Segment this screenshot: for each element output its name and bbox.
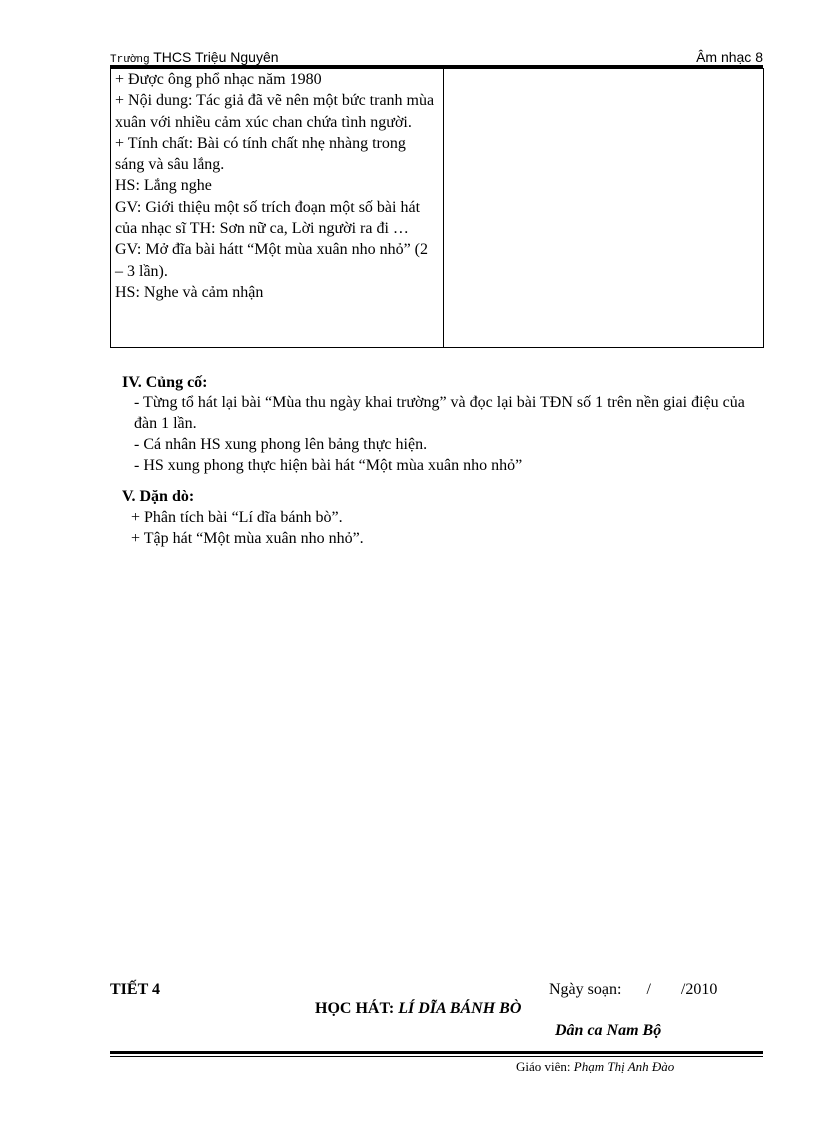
- activity-line: + Nội dung: Tác giả đã vẽ nên một bức tranh mùa xuân với nhiều cảm xúc chan chứa tình người.: [115, 92, 435, 131]
- section-4-title: IV. Củng cố:: [122, 374, 208, 391]
- activity-line: + Tính chất: Bài có tính chất nhẹ nhàng trong sáng và sâu lắng.: [115, 134, 406, 174]
- teacher-label: Giáo viên:: [516, 1059, 571, 1074]
- song-origin: Dân ca Nam Bộ: [555, 1022, 662, 1039]
- date-year: /2010: [680, 981, 718, 998]
- page-header: [110, 49, 763, 67]
- activity-right-cell: [444, 69, 764, 348]
- teacher-name: Phạm Thị Anh Đào: [573, 1059, 675, 1074]
- teacher-credit: [516, 1059, 674, 1075]
- activity-line: HS: Nghe và cảm nhận: [115, 283, 264, 301]
- activity-left-cell: [111, 69, 444, 348]
- date-label: Ngày soạn:: [549, 981, 622, 998]
- school-name: Trường THCS Triệu Nguyên: [110, 49, 279, 66]
- subject-label: Âm nhạc 8: [696, 49, 763, 65]
- lesson-title-prefix: HỌC HÁT:: [315, 1000, 395, 1017]
- activity-line: GV: Mở đĩa bài hátt “Một mùa xuân nho nhỏ” (2 – 3 lần).: [115, 241, 428, 280]
- period-label: TIẾT 4: [110, 981, 160, 998]
- section-4-item: - HS xung phong thực hiện bài hát “Một mùa xuân nho nhỏ”: [134, 457, 523, 474]
- date-line: [549, 981, 717, 999]
- song-name: LÍ DĨA BÁNH BÒ: [398, 1000, 522, 1017]
- footer-divider-thin: [110, 1056, 763, 1057]
- activity-line: GV: Giới thiệu một số trích đoạn một số bài hát của nhạc sĩ TH: Sơn nữ ca, Lời người ra đi …: [115, 198, 421, 238]
- section-5-item: + Tập hát “Một mùa xuân nho nhỏ”.: [131, 530, 364, 547]
- section-4-body: [110, 392, 760, 476]
- section-4-item: - Cá nhân HS xung phong lên bảng thực hiện.: [134, 436, 428, 453]
- footer-divider-thick: [110, 1051, 763, 1054]
- date-slash: /: [646, 981, 651, 998]
- section-5-item: + Phân tích bài “Lí dĩa bánh bò”.: [131, 509, 343, 526]
- activity-table: [110, 68, 764, 348]
- section-4-item: - Từng tổ hát lại bài “Mùa thu ngày khai trường” và đọc lại bài TĐN số 1 trên nền giai điệu của đàn 1 lần.: [134, 394, 745, 432]
- section-5-body: [131, 507, 364, 549]
- activity-line: + Được ông phổ nhạc năm 1980: [115, 71, 322, 88]
- activity-line: HS: Lắng nghe: [115, 177, 212, 195]
- lesson-title: [315, 1000, 521, 1018]
- section-5-title: V. Dặn dò:: [122, 488, 195, 505]
